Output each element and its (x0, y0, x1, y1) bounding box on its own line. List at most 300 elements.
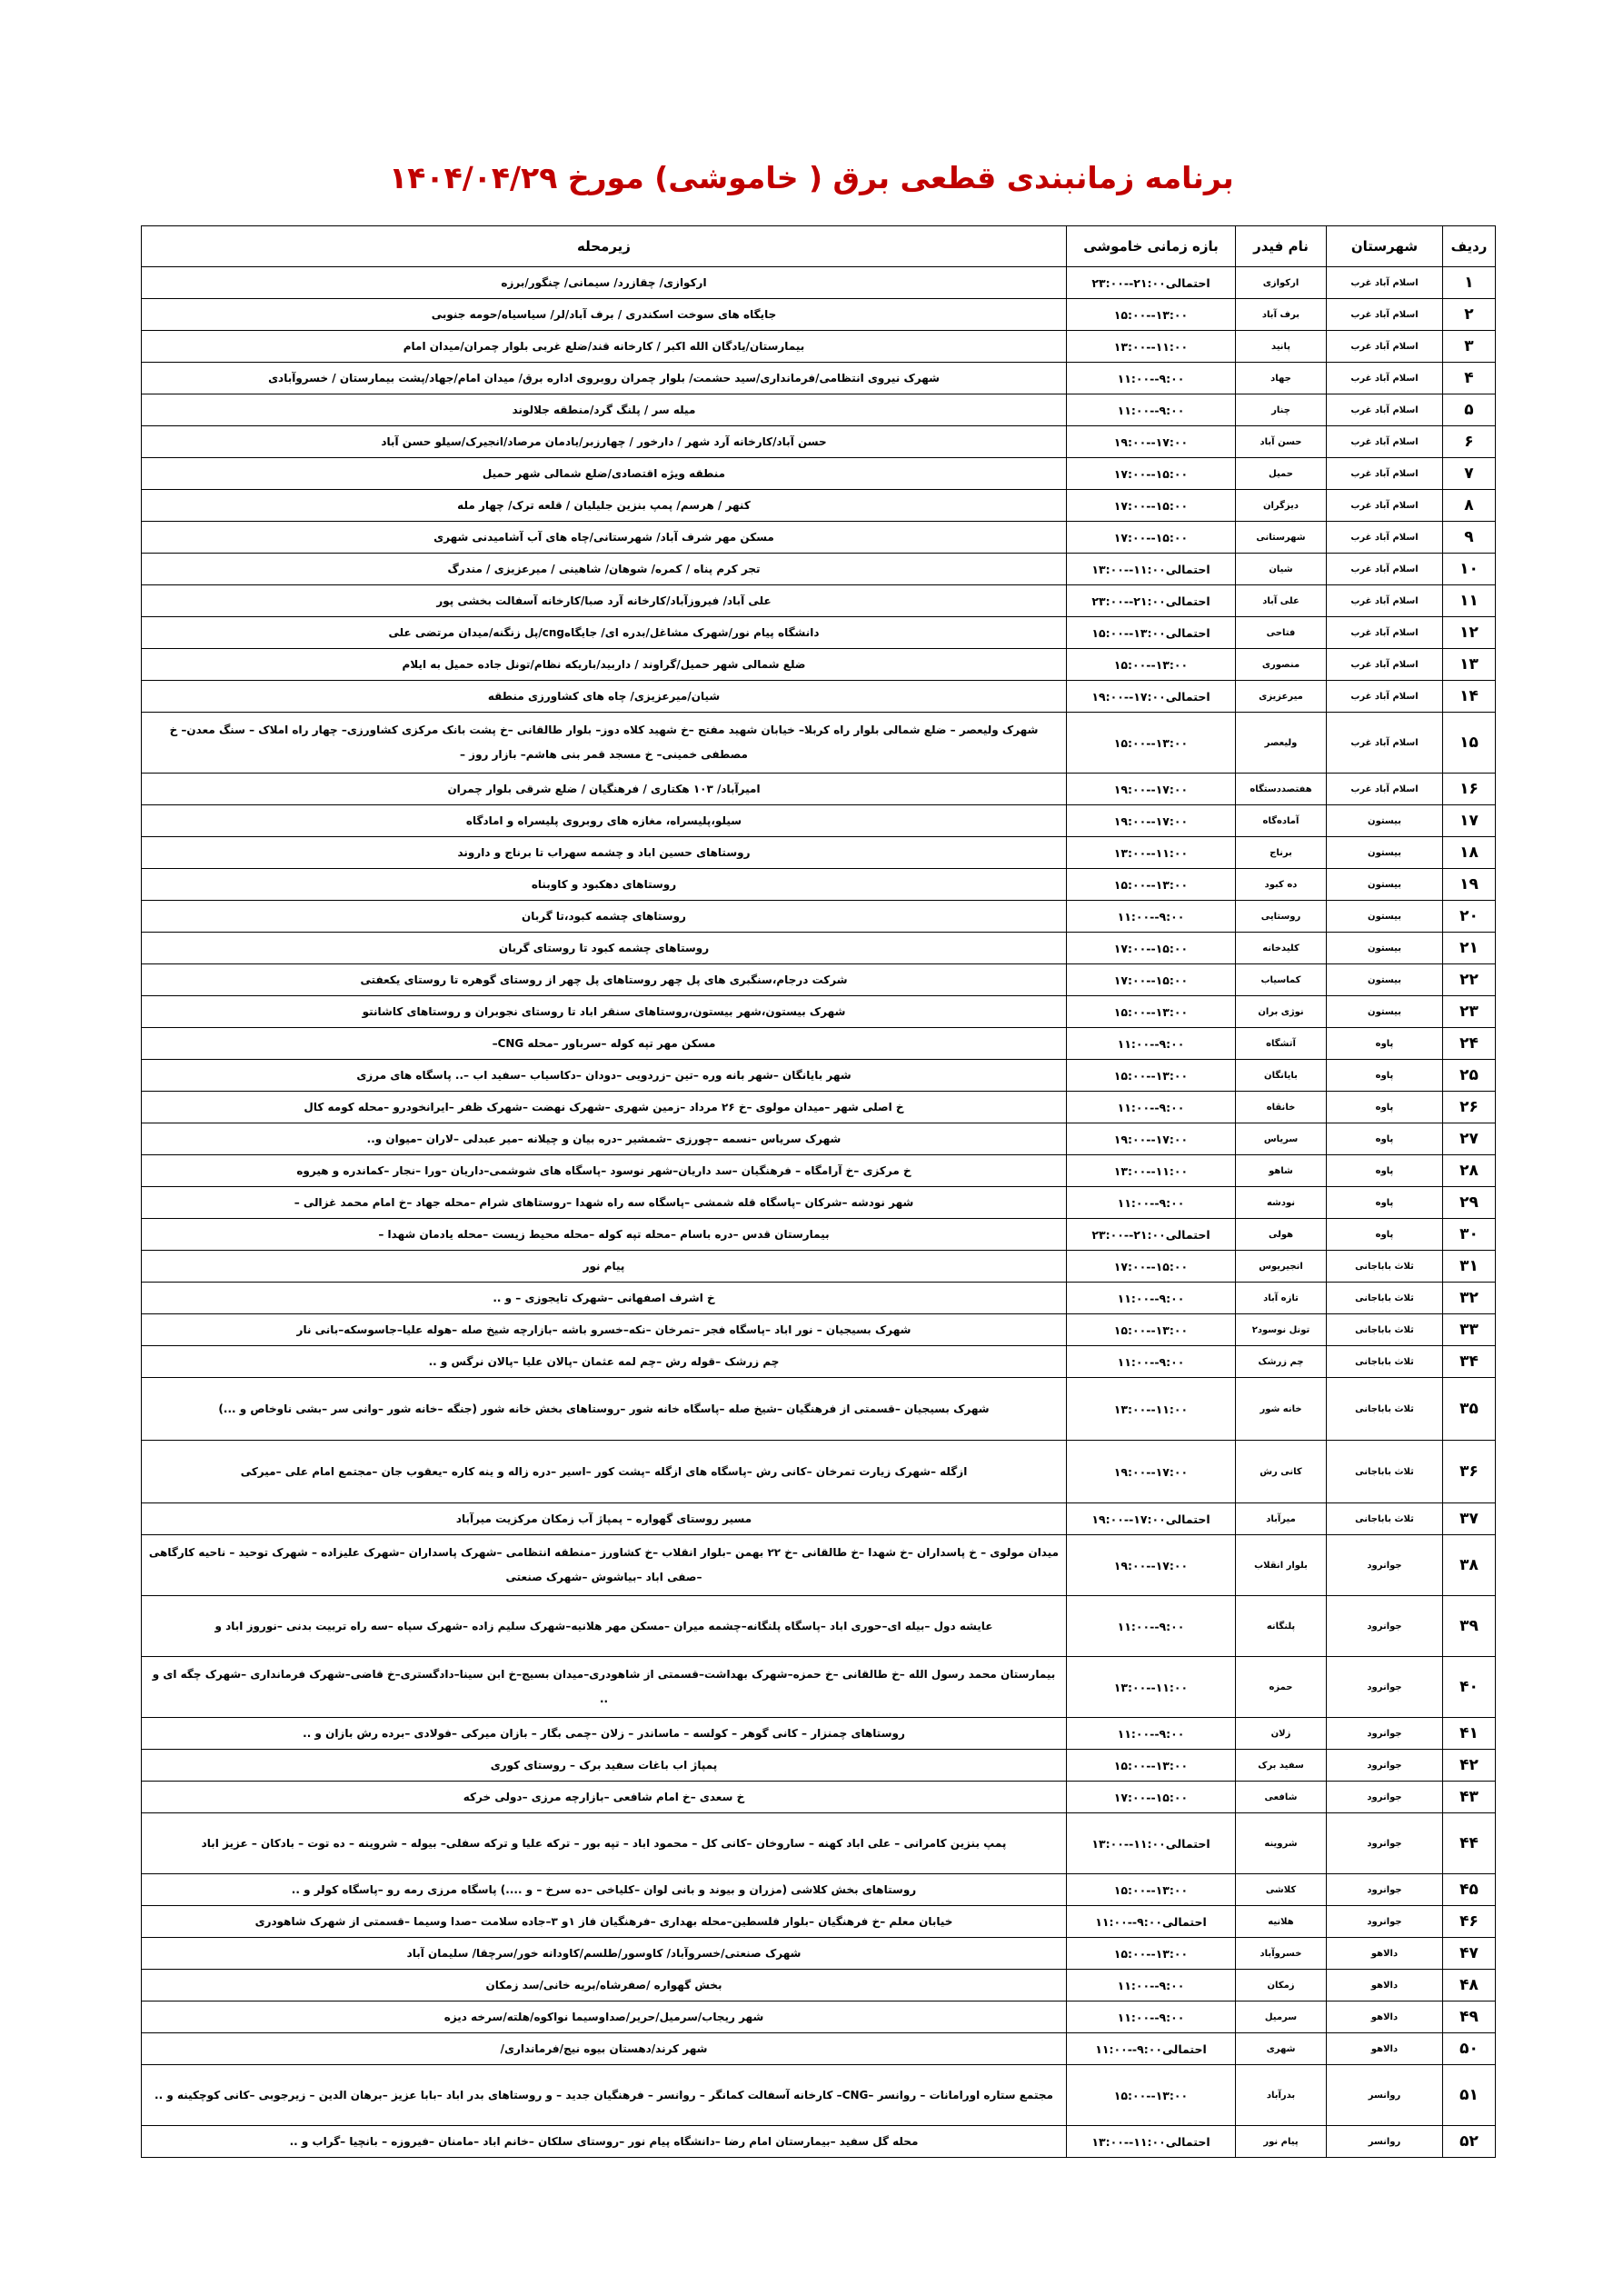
feeder-cell: فتاحی (1236, 617, 1327, 649)
table-row (142, 585, 1496, 617)
city-cell: اسلام آباد غرب (1327, 585, 1443, 617)
feeder-cell: سریاس (1236, 1123, 1327, 1155)
table-row (142, 1906, 1496, 1938)
city-cell: پاوه (1327, 1187, 1443, 1219)
time-window-cell: ۱۵:۰۰--۱۳:۰۰ (1067, 649, 1236, 681)
time-window-cell: ۱۱:۰۰--۹:۰۰ (1067, 1283, 1236, 1314)
city-cell: ثلاث باباجانی (1327, 1346, 1443, 1378)
area-cell: روستاهای چشمه کبود،تا گربان (142, 901, 1067, 933)
time-window-cell: ۱۵:۰۰--۱۳:۰۰ (1067, 869, 1236, 901)
area-cell: میله سر / پلنگ گرد/منطقه جلالوند (142, 394, 1067, 426)
city-cell: بیستون (1327, 837, 1443, 869)
feeder-cell: تازه آباد (1236, 1283, 1327, 1314)
area-cell: خ سعدی –خ امام شافعی –بازارچه مرزی –دولی خرکه (142, 1782, 1067, 1813)
time-window-cell: ۱۳:۰۰--۱۱:۰۰ (1067, 1657, 1236, 1718)
area-cell: شیان/میرعزیزی/ چاه های کشاورزی منطقه (142, 681, 1067, 713)
city-cell: جوانرود (1327, 1906, 1443, 1938)
row-number-cell: ۲۱ (1443, 933, 1496, 964)
time-window-cell: ۱۳:۰۰--۱۱:۰۰ (1067, 837, 1236, 869)
feeder-cell: خانقاه (1236, 1092, 1327, 1123)
row-number-cell: ۱۷ (1443, 805, 1496, 837)
table-row (142, 1251, 1496, 1283)
feeder-cell: زلان (1236, 1718, 1327, 1750)
row-number-cell: ۱۹ (1443, 869, 1496, 901)
time-window-cell: ۱۱:۰۰--۹:۰۰ (1067, 1596, 1236, 1657)
city-cell: ثلاث باباجانی (1327, 1378, 1443, 1441)
feeder-cell: خانه شور (1236, 1378, 1327, 1441)
time-window-cell: ۱۵:۰۰--۱۳:۰۰ (1067, 2065, 1236, 2126)
area-cell: مسیر روستای گهواره – پمپاژ آب زمکان مرکزیت میرآباد (142, 1503, 1067, 1535)
time-window-cell: ۱۳:۰۰--۱۱:۰۰احتمالی (1067, 554, 1236, 585)
time-window-cell: ۱۷:۰۰--۱۵:۰۰ (1067, 933, 1236, 964)
time-window-cell: ۱۵:۰۰--۱۳:۰۰ (1067, 713, 1236, 774)
area-cell: حسن آباد/کارخانه آرد شهر / دارخور / چهارزبر/یادمان مرصاد/انجیرک/سیلو حسن آباد (142, 426, 1067, 458)
row-number-cell: ۱۳ (1443, 649, 1496, 681)
feeder-cell: بدرآباد (1236, 2065, 1327, 2126)
table-row (142, 1813, 1496, 1874)
table-row (142, 1535, 1496, 1596)
city-cell: دالاهو (1327, 1970, 1443, 2002)
city-cell: اسلام آباد غرب (1327, 267, 1443, 299)
row-number-cell: ۵۰ (1443, 2033, 1496, 2065)
feeder-cell: انجیریوس (1236, 1251, 1327, 1283)
time-window-cell: ۱۷:۰۰--۱۵:۰۰ (1067, 1251, 1236, 1283)
feeder-cell: شهری (1236, 2033, 1327, 2065)
time-window-cell: ۱۷:۰۰--۱۵:۰۰ (1067, 458, 1236, 490)
row-number-cell: ۷ (1443, 458, 1496, 490)
feeder-cell: روستایی (1236, 901, 1327, 933)
area-cell: عایشه دول –بیله ای–حوری اباد –پاسگاه پلنگانه–چشمه میران –مسکن مهر هلانیه–شهرک سلیم زاده –شهرک سپاه –سه راه تربیت بدنی –نوروز اباد و (142, 1596, 1067, 1657)
feeder-cell: چم زرشک (1236, 1346, 1327, 1378)
row-number-cell: ۱۸ (1443, 837, 1496, 869)
header-city: شهرستان (1327, 226, 1443, 267)
area-cell: محله گل سفید –بیمارستان امام رضا –دانشگاه پیام نور –روستای سلکان –خانم اباد –مامنان –فیروزه – بانچیا –گراب و .. (142, 2126, 1067, 2158)
row-number-cell: ۳۸ (1443, 1535, 1496, 1596)
row-number-cell: ۵۱ (1443, 2065, 1496, 2126)
area-cell: خ مرکزی –خ آرامگاه – فرهنگیان –سد داریان–شهر نوسود –پاسگاه های شوشمی–داریان –ورا –نجار –کماندره و هیروه (142, 1155, 1067, 1187)
city-cell: روانسر (1327, 2126, 1443, 2158)
area-cell: بیمارستان/یادگان الله اکبر / کارخانه قند/ضلع غربی بلوار چمران/میدان امام (142, 331, 1067, 363)
row-number-cell: ۴۰ (1443, 1657, 1496, 1718)
city-cell: بیستون (1327, 964, 1443, 996)
area-cell: امیرآباد/ ۱۰۳ هکتاری / فرهنگیان / ضلع شرقی بلوار چمران (142, 774, 1067, 805)
city-cell: بیستون (1327, 805, 1443, 837)
table-row (142, 299, 1496, 331)
table-row (142, 394, 1496, 426)
table-row (142, 901, 1496, 933)
feeder-cell: کلاشی (1236, 1874, 1327, 1906)
table-row (142, 1750, 1496, 1782)
table-header-row (142, 226, 1496, 267)
row-number-cell: ۹ (1443, 522, 1496, 554)
area-cell: مسکن مهر تپه کوله –سرباور –محله CNG– (142, 1028, 1067, 1060)
time-window-cell: ۱۹:۰۰--۱۷:۰۰ (1067, 774, 1236, 805)
city-cell: دالاهو (1327, 2033, 1443, 2065)
city-cell: اسلام آباد غرب (1327, 331, 1443, 363)
time-window-cell: ۱۱:۰۰--۹:۰۰ (1067, 1718, 1236, 1750)
time-window-cell: ۲۳:۰۰--۲۱:۰۰احتمالی (1067, 267, 1236, 299)
table-row (142, 1938, 1496, 1970)
city-cell: اسلام آباد غرب (1327, 617, 1443, 649)
city-cell: جوانرود (1327, 1535, 1443, 1596)
table-row (142, 2033, 1496, 2065)
time-window-cell: ۱۱:۰۰--۹:۰۰ (1067, 1187, 1236, 1219)
header-row-number: ردیف (1443, 226, 1496, 267)
area-cell: پمپ بنزین کامرانی – علی اباد کهنه – ساروخان –کانی کل – محمود اباد – تپه بور – ترکه علیا و ترکه سفلی– بیوله – شروینه – ده توت – بادکان – عزیز اباد (142, 1813, 1067, 1874)
row-number-cell: ۴۳ (1443, 1782, 1496, 1813)
feeder-cell: علی آباد (1236, 585, 1327, 617)
time-window-cell: ۱۱:۰۰--۹:۰۰ (1067, 901, 1236, 933)
time-window-cell: ۱۱:۰۰--۹:۰۰ (1067, 1028, 1236, 1060)
feeder-cell: جهاد (1236, 363, 1327, 394)
header-feeder: نام فیدر (1236, 226, 1327, 267)
row-number-cell: ۳۱ (1443, 1251, 1496, 1283)
time-window-cell: ۱۵:۰۰--۱۳:۰۰ (1067, 1314, 1236, 1346)
table-row (142, 933, 1496, 964)
table-row (142, 837, 1496, 869)
city-cell: پاوه (1327, 1219, 1443, 1251)
table-row (142, 331, 1496, 363)
row-number-cell: ۳۴ (1443, 1346, 1496, 1378)
feeder-cell: آتشگاه (1236, 1028, 1327, 1060)
time-window-cell: ۱۵:۰۰--۱۳:۰۰ (1067, 1060, 1236, 1092)
time-window-cell: ۱۳:۰۰--۱۱:۰۰ (1067, 1378, 1236, 1441)
area-cell: دانشگاه پیام نور/شهرک مشاغل/بدره ای/ جایگاهcng/پل زنگنه/میدان مرتضی علی (142, 617, 1067, 649)
city-cell: ثلاث باباجانی (1327, 1283, 1443, 1314)
area-cell: جایگاه های سوخت اسکندری / برف آباد/لر/ سیاسیاه/حومه جنوبی (142, 299, 1067, 331)
row-number-cell: ۱۵ (1443, 713, 1496, 774)
row-number-cell: ۱ (1443, 267, 1496, 299)
area-cell: بیمارستان قدس –دره باسام –محله تپه کوله –محله محیط زیست –محله یادمان شهدا – (142, 1219, 1067, 1251)
area-cell: شهر ریجاب/سرمیل/حریر/صداوسیما نواکوه/هلته/سرخه دیزه (142, 2002, 1067, 2033)
city-cell: روانسر (1327, 2065, 1443, 2126)
time-window-cell: ۱۱:۰۰--۹:۰۰ (1067, 2002, 1236, 2033)
row-number-cell: ۲۷ (1443, 1123, 1496, 1155)
city-cell: اسلام آباد غرب (1327, 774, 1443, 805)
row-number-cell: ۳۹ (1443, 1596, 1496, 1657)
table-body (142, 267, 1496, 2158)
area-cell: شرکت درجام،سنگبری های پل چهر روستاهای پل چهر از روستای گوهره تا روستای یکعفتی (142, 964, 1067, 996)
feeder-cell: ده کبود (1236, 869, 1327, 901)
table-row (142, 554, 1496, 585)
table-row (142, 713, 1496, 774)
table-row (142, 1782, 1496, 1813)
row-number-cell: ۴۸ (1443, 1970, 1496, 2002)
area-cell: تجر کرم پناه / کمره/ شوهان/ شاهینی / میرعزیزی / مندرگ (142, 554, 1067, 585)
row-number-cell: ۲۸ (1443, 1155, 1496, 1187)
time-window-cell: ۱۵:۰۰--۱۳:۰۰ (1067, 1750, 1236, 1782)
row-number-cell: ۱۰ (1443, 554, 1496, 585)
city-cell: بیستون (1327, 933, 1443, 964)
area-cell: ضلع شمالی شهر حمیل/گراوند / داربید/باریکه نظام/تونل جاده حمیل به ایلام (142, 649, 1067, 681)
area-cell: بیمارستان محمد رسول الله –خ طالقانی –خ حمزه–شهرک بهداشت–قسمتی از شاهودری–میدان بسیج–خ ابن سینا–دادگستری–خ قاضی–شهرک فرمانداری –شهرک چگه ای و .. (142, 1657, 1067, 1718)
area-cell: منطقه ویژه اقتصادی/ضلع شمالی شهر حمیل (142, 458, 1067, 490)
city-cell: جوانرود (1327, 1874, 1443, 1906)
city-cell: ثلاث باباجانی (1327, 1441, 1443, 1503)
feeder-cell: آماده‌گاه (1236, 805, 1327, 837)
city-cell: جوانرود (1327, 1813, 1443, 1874)
feeder-cell: منصوری (1236, 649, 1327, 681)
table-row (142, 869, 1496, 901)
table-row (142, 805, 1496, 837)
table-row (142, 458, 1496, 490)
feeder-cell: ولیعصر (1236, 713, 1327, 774)
feeder-cell: پانید (1236, 331, 1327, 363)
city-cell: اسلام آباد غرب (1327, 681, 1443, 713)
row-number-cell: ۲۹ (1443, 1187, 1496, 1219)
area-cell: شهرک نیروی انتظامی/فرمانداری/سید حشمت/ بلوار چمران روبروی اداره برق/ میدان امام/جهاد/پشت بیمارستان / خسروآبادی (142, 363, 1067, 394)
time-window-cell: ۱۳:۰۰--۱۱:۰۰احتمالی (1067, 1813, 1236, 1874)
area-cell: شهر بایانگان –شهر بانه وره –تین –زردویی –دودان –دکاسیاب –سفید اب –.. پاسگاه های مرزی (142, 1060, 1067, 1092)
time-window-cell: ۱۱:۰۰--۹:۰۰احتمالی (1067, 2033, 1236, 2065)
row-number-cell: ۴۵ (1443, 1874, 1496, 1906)
city-cell: پاوه (1327, 1028, 1443, 1060)
area-cell: روستاهای چشمه کبود تا روستای گربان (142, 933, 1067, 964)
area-cell: چم زرشک –قوله رش –چم لمه عثمان –پالان علیا –پالان نرگس و .. (142, 1346, 1067, 1378)
time-window-cell: ۱۹:۰۰--۱۷:۰۰ (1067, 805, 1236, 837)
row-number-cell: ۲۰ (1443, 901, 1496, 933)
table-row (142, 996, 1496, 1028)
table-row (142, 426, 1496, 458)
table-row (142, 681, 1496, 713)
table-row (142, 490, 1496, 522)
table-row (142, 2002, 1496, 2033)
feeder-cell: برناج (1236, 837, 1327, 869)
row-number-cell: ۱۶ (1443, 774, 1496, 805)
table-row (142, 1283, 1496, 1314)
feeder-cell: کانی رش (1236, 1441, 1327, 1503)
area-cell: روستاهای چمنزار – کانی گوهر – کولسه – ماساندر – زلان –چمی بگار – بازان میرکی –فولادی –برده رش بازان و .. (142, 1718, 1067, 1750)
feeder-cell: شهرستانی (1236, 522, 1327, 554)
table-row (142, 1378, 1496, 1441)
feeder-cell: میرعزیزی (1236, 681, 1327, 713)
row-number-cell: ۴۷ (1443, 1938, 1496, 1970)
table-row (142, 1718, 1496, 1750)
area-cell: بخش گهواره /صفرشاه/بریه خانی/سد زمکان (142, 1970, 1067, 2002)
row-number-cell: ۱۲ (1443, 617, 1496, 649)
feeder-cell: بایانگان (1236, 1060, 1327, 1092)
row-number-cell: ۳۶ (1443, 1441, 1496, 1503)
row-number-cell: ۳۵ (1443, 1378, 1496, 1441)
row-number-cell: ۲ (1443, 299, 1496, 331)
area-cell: مجتمع ستاره اورامانات – روانسر –CNG– کارخانه آسفالت کمانگر – روانسر – فرهنگیان جدید – و روستاهای بدر اباد –بابا عزیز –برهان الدین – زیرجوبی –کانی کوچکینه و .. (142, 2065, 1067, 2126)
area-cell: روستاهای بخش کلاشی (مزران و بیوند و بانی لوان –کلیاخی –ده سرخ – و ....) پاسگاه مرزی رمه رو –پاسگاه کولر و .. (142, 1874, 1067, 1906)
time-window-cell: ۱۹:۰۰--۱۷:۰۰ (1067, 1123, 1236, 1155)
table-row (142, 1970, 1496, 2002)
feeder-cell: بلوار انقلاب (1236, 1535, 1327, 1596)
feeder-cell: شروینه (1236, 1813, 1327, 1874)
city-cell: اسلام آباد غرب (1327, 554, 1443, 585)
feeder-cell: هلانیه (1236, 1906, 1327, 1938)
feeder-cell: هولی (1236, 1219, 1327, 1251)
area-cell: شهرک صنعتی/خسروآباد/ کاوسور/طلسم/کاودانه خور/سرچقا/ سلیمان آباد (142, 1938, 1067, 1970)
time-window-cell: ۱۳:۰۰--۱۱:۰۰ (1067, 1155, 1236, 1187)
city-cell: اسلام آباد غرب (1327, 363, 1443, 394)
row-number-cell: ۳۳ (1443, 1314, 1496, 1346)
city-cell: اسلام آباد غرب (1327, 490, 1443, 522)
table-row (142, 964, 1496, 996)
row-number-cell: ۴ (1443, 363, 1496, 394)
table-row (142, 1187, 1496, 1219)
table-row (142, 617, 1496, 649)
city-cell: اسلام آباد غرب (1327, 649, 1443, 681)
feeder-cell: میرآباد (1236, 1503, 1327, 1535)
outage-schedule-table (141, 225, 1496, 2158)
feeder-cell: حمیل (1236, 458, 1327, 490)
row-number-cell: ۶ (1443, 426, 1496, 458)
city-cell: اسلام آباد غرب (1327, 426, 1443, 458)
time-window-cell: ۲۳:۰۰--۲۱:۰۰احتمالی (1067, 1219, 1236, 1251)
header-time: بازه زمانی خاموشی (1067, 226, 1236, 267)
city-cell: ثلاث باباجانی (1327, 1314, 1443, 1346)
row-number-cell: ۳۷ (1443, 1503, 1496, 1535)
city-cell: بیستون (1327, 869, 1443, 901)
table-row (142, 2065, 1496, 2126)
feeder-cell: تونل نوسود۲ (1236, 1314, 1327, 1346)
area-cell: خیابان معلم –خ فرهنگیان –بلوار فلسطین–محله بهداری –فرهنگیان فاز ۱و ۳–جاده سلامت –صدا وسیما –قسمتی از شهرک شاهودری (142, 1906, 1067, 1938)
city-cell: دالاهو (1327, 1938, 1443, 1970)
area-cell: شهر کرند/دهستان بیوه نیج/فرمانداری/ (142, 2033, 1067, 2065)
row-number-cell: ۱۴ (1443, 681, 1496, 713)
feeder-cell: شاهو (1236, 1155, 1327, 1187)
feeder-cell: حمزه (1236, 1657, 1327, 1718)
feeder-cell: دیزگران (1236, 490, 1327, 522)
feeder-cell: کلیدخانه (1236, 933, 1327, 964)
time-window-cell: ۱۹:۰۰--۱۷:۰۰احتمالی (1067, 1503, 1236, 1535)
area-cell: کنهر / هرسم/ پمپ بنزین جلیلیان / قلعه ترک/ چهار مله (142, 490, 1067, 522)
city-cell: جوانرود (1327, 1596, 1443, 1657)
time-window-cell: ۱۵:۰۰--۱۳:۰۰احتمالی (1067, 617, 1236, 649)
city-cell: اسلام آباد غرب (1327, 394, 1443, 426)
feeder-cell: شافعی (1236, 1782, 1327, 1813)
time-window-cell: ۱۵:۰۰--۱۳:۰۰ (1067, 996, 1236, 1028)
table-row (142, 774, 1496, 805)
area-cell: میدان مولوی – خ پاسداران –خ شهدا –خ طالقانی –خ ۲۲ بهمن –بلوار انقلاب –خ کشاورز –منطقه انتظامی –شهرک پاسداران –شهرک علیزاده – شهرک توحید – ناحیه کارگاهی –صفی اباد –بیاشوش –شهرک صنعتی (142, 1535, 1067, 1596)
time-window-cell: ۱۵:۰۰--۱۳:۰۰ (1067, 299, 1236, 331)
feeder-cell: هفتصددستگاه (1236, 774, 1327, 805)
area-cell: شهرک ولیعصر – ضلع شمالی بلوار راه کربلا– خیابان شهید مفتح –خ شهید کلاه دوز– بلوار طالقانی –خ پشت بانک مرکزی کشاورزی– چهار راه املاک – سنگ معدن– خ مصطفی خمینی– خ مسجد قمر بنی هاشم– بازار روز – (142, 713, 1067, 774)
row-number-cell: ۲۵ (1443, 1060, 1496, 1092)
city-cell: اسلام آباد غرب (1327, 458, 1443, 490)
table-row (142, 2126, 1496, 2158)
time-window-cell: ۱۳:۰۰--۱۱:۰۰احتمالی (1067, 2126, 1236, 2158)
city-cell: دالاهو (1327, 2002, 1443, 2033)
table-row (142, 1092, 1496, 1123)
row-number-cell: ۸ (1443, 490, 1496, 522)
area-cell: روستاهای دهکبود و کاوبناه (142, 869, 1067, 901)
row-number-cell: ۳۲ (1443, 1283, 1496, 1314)
table-row (142, 1028, 1496, 1060)
table-row (142, 1596, 1496, 1657)
city-cell: جوانرود (1327, 1657, 1443, 1718)
area-cell: پمپاژ اب باغات سفید برک – روستای کوری (142, 1750, 1067, 1782)
area-cell: شهرک سریاس –نسمه –چورزی –شمشیر –دره بیان و چیلانه –میر عبدلی –لاران –میوان و.. (142, 1123, 1067, 1155)
area-cell: شهرک بیستون،شهر بیستون،روستاهای سنقر اباد تا روستای نجوبران و روستاهای کاشانتو (142, 996, 1067, 1028)
row-number-cell: ۲۲ (1443, 964, 1496, 996)
row-number-cell: ۳ (1443, 331, 1496, 363)
table-row (142, 1219, 1496, 1251)
time-window-cell: ۱۱:۰۰--۹:۰۰ (1067, 363, 1236, 394)
table-row (142, 363, 1496, 394)
feeder-cell: کماسیاب (1236, 964, 1327, 996)
feeder-cell: سفید برک (1236, 1750, 1327, 1782)
feeder-cell: زمکان (1236, 1970, 1327, 2002)
feeder-cell: نوژی بران (1236, 996, 1327, 1028)
time-window-cell: ۱۱:۰۰--۹:۰۰ (1067, 394, 1236, 426)
feeder-cell: چنار (1236, 394, 1327, 426)
time-window-cell: ۱۹:۰۰--۱۷:۰۰ (1067, 426, 1236, 458)
area-cell: سیلو،پلیسراه، مغازه های روبروی پلیسراه و امادگاه (142, 805, 1067, 837)
city-cell: پاوه (1327, 1092, 1443, 1123)
time-window-cell: ۱۱:۰۰--۹:۰۰ (1067, 1092, 1236, 1123)
city-cell: بیستون (1327, 996, 1443, 1028)
city-cell: اسلام آباد غرب (1327, 522, 1443, 554)
feeder-cell: نودشه (1236, 1187, 1327, 1219)
row-number-cell: ۲۴ (1443, 1028, 1496, 1060)
city-cell: اسلام آباد غرب (1327, 713, 1443, 774)
city-cell: جوانرود (1327, 1750, 1443, 1782)
area-cell: پیام نور (142, 1251, 1067, 1283)
feeder-cell: برف آباد (1236, 299, 1327, 331)
table-row (142, 267, 1496, 299)
row-number-cell: ۴۲ (1443, 1750, 1496, 1782)
feeder-cell: خسروآباد (1236, 1938, 1327, 1970)
time-window-cell: ۱۷:۰۰--۱۵:۰۰ (1067, 1782, 1236, 1813)
table-row (142, 522, 1496, 554)
area-cell: ارکوازی/ چقازرد/ سیمانی/ چنگور/برزه (142, 267, 1067, 299)
feeder-cell: سرمیل (1236, 2002, 1327, 2033)
time-window-cell: ۱۱:۰۰--۹:۰۰ (1067, 1970, 1236, 2002)
row-number-cell: ۴۶ (1443, 1906, 1496, 1938)
row-number-cell: ۳۰ (1443, 1219, 1496, 1251)
city-cell: بیستون (1327, 901, 1443, 933)
time-window-cell: ۱۵:۰۰--۱۳:۰۰ (1067, 1874, 1236, 1906)
area-cell: شهرک بسیجیان –قسمتی از فرهنگیان –شیخ صله –پاسگاه خانه شور –روستاهای بخش خانه شور (جنگه –خانه شور –وانی سر –بشی ناوخاص و ...) (142, 1378, 1067, 1441)
city-cell: پاوه (1327, 1060, 1443, 1092)
feeder-cell: پلنگانه (1236, 1596, 1327, 1657)
area-cell: مسکن مهر شرف آباد/ شهرستانی/چاه های آب آشامیدنی شهری (142, 522, 1067, 554)
area-cell: شهرک بسیجیان – نور اباد –پاسگاه فجر –تمرخان –نکه–خسرو باشه –بازارچه شیخ صله –هوله علیا–جاسوسکه–بانی نار (142, 1314, 1067, 1346)
time-window-cell: ۱۱:۰۰--۹:۰۰ (1067, 1346, 1236, 1378)
feeder-cell: حسن آباد (1236, 426, 1327, 458)
table-row (142, 1155, 1496, 1187)
table-row (142, 1123, 1496, 1155)
area-cell: خ اشرف اصفهانی –شهرک تایجوزی – و .. (142, 1283, 1067, 1314)
city-cell: پاوه (1327, 1123, 1443, 1155)
row-number-cell: ۱۱ (1443, 585, 1496, 617)
table-row (142, 1060, 1496, 1092)
table-row (142, 1314, 1496, 1346)
row-number-cell: ۵ (1443, 394, 1496, 426)
page-title: برنامه زمانبندی قطعی برق ( خاموشی) مورخ ۱۴۰۴/۰۴/۲۹ (389, 160, 1234, 195)
table-row (142, 1874, 1496, 1906)
table-row (142, 1503, 1496, 1535)
time-window-cell: ۱۹:۰۰--۱۷:۰۰ (1067, 1441, 1236, 1503)
area-cell: خ اصلی شهر –میدان مولوی –خ ۲۶ مرداد –زمین شهری –شهرک نهضت –شهرک ظفر –ایرانخودرو –محله کومه کال (142, 1092, 1067, 1123)
city-cell: ثلاث باباجانی (1327, 1251, 1443, 1283)
time-window-cell: ۱۷:۰۰--۱۵:۰۰ (1067, 490, 1236, 522)
time-window-cell: ۱۵:۰۰--۱۳:۰۰ (1067, 1938, 1236, 1970)
city-cell: جوانرود (1327, 1782, 1443, 1813)
area-cell: شهر نودشه –شرکان –پاسگاه قله شمشی –پاسگاه سه راه شهدا –روستاهای شرام –محله جهاد –خ امام محمد غزالی – (142, 1187, 1067, 1219)
time-window-cell: ۱۹:۰۰--۱۷:۰۰احتمالی (1067, 681, 1236, 713)
time-window-cell: ۱۹:۰۰--۱۷:۰۰ (1067, 1535, 1236, 1596)
row-number-cell: ۴۹ (1443, 2002, 1496, 2033)
area-cell: روستاهای حسین اباد و چشمه سهراب تا برناج و داروند (142, 837, 1067, 869)
time-window-cell: ۱۷:۰۰--۱۵:۰۰ (1067, 522, 1236, 554)
row-number-cell: ۵۲ (1443, 2126, 1496, 2158)
city-cell: ثلاث باباجانی (1327, 1503, 1443, 1535)
